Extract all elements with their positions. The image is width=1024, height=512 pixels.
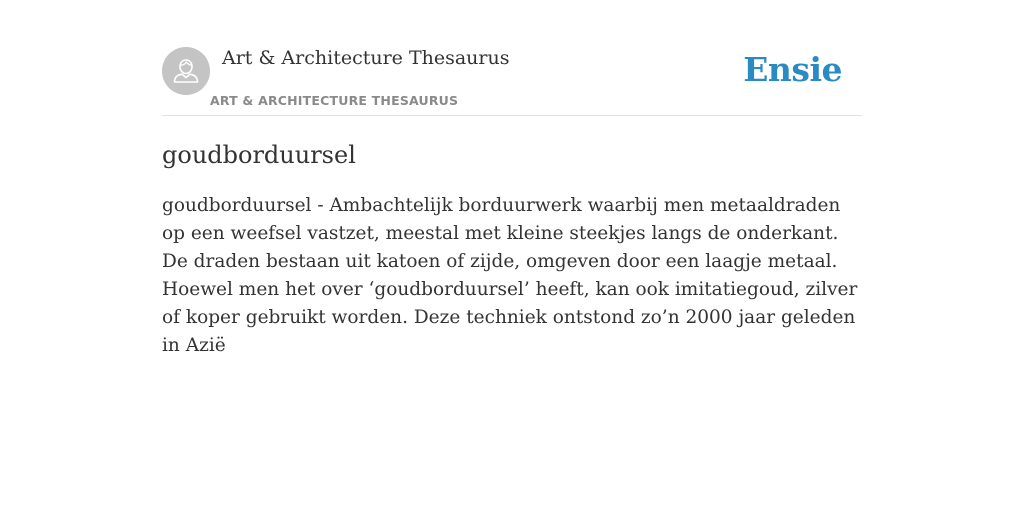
avatar[interactable] xyxy=(162,47,210,95)
user-silhouette-icon xyxy=(162,47,210,95)
entry-definition: goudborduursel - Ambachtelijk borduurwerk waarbij men metaaldraden op een weefsel vastzet, meestal met kleine steekjes langs de onderkant. De draden bestaan uit katoen of zijde, omgeven door een laagje metaal. Hoewel men het over ‘goudborduursel’ heeft, kan ook imitatiegoud, zilver of koper gebruikt worden. Deze techniek ontstond zo’n 2000 jaar geleden in Azië xyxy=(162,195,858,356)
page-header xyxy=(162,0,862,116)
ensie-logo[interactable]: Ensie xyxy=(743,50,842,89)
author-name[interactable]: Art & Architecture Thesaurus xyxy=(222,47,510,69)
page-container xyxy=(162,0,862,356)
entry-title: goudborduursel xyxy=(162,141,356,169)
source-label[interactable]: ART & ARCHITECTURE THESAURUS xyxy=(210,93,459,108)
